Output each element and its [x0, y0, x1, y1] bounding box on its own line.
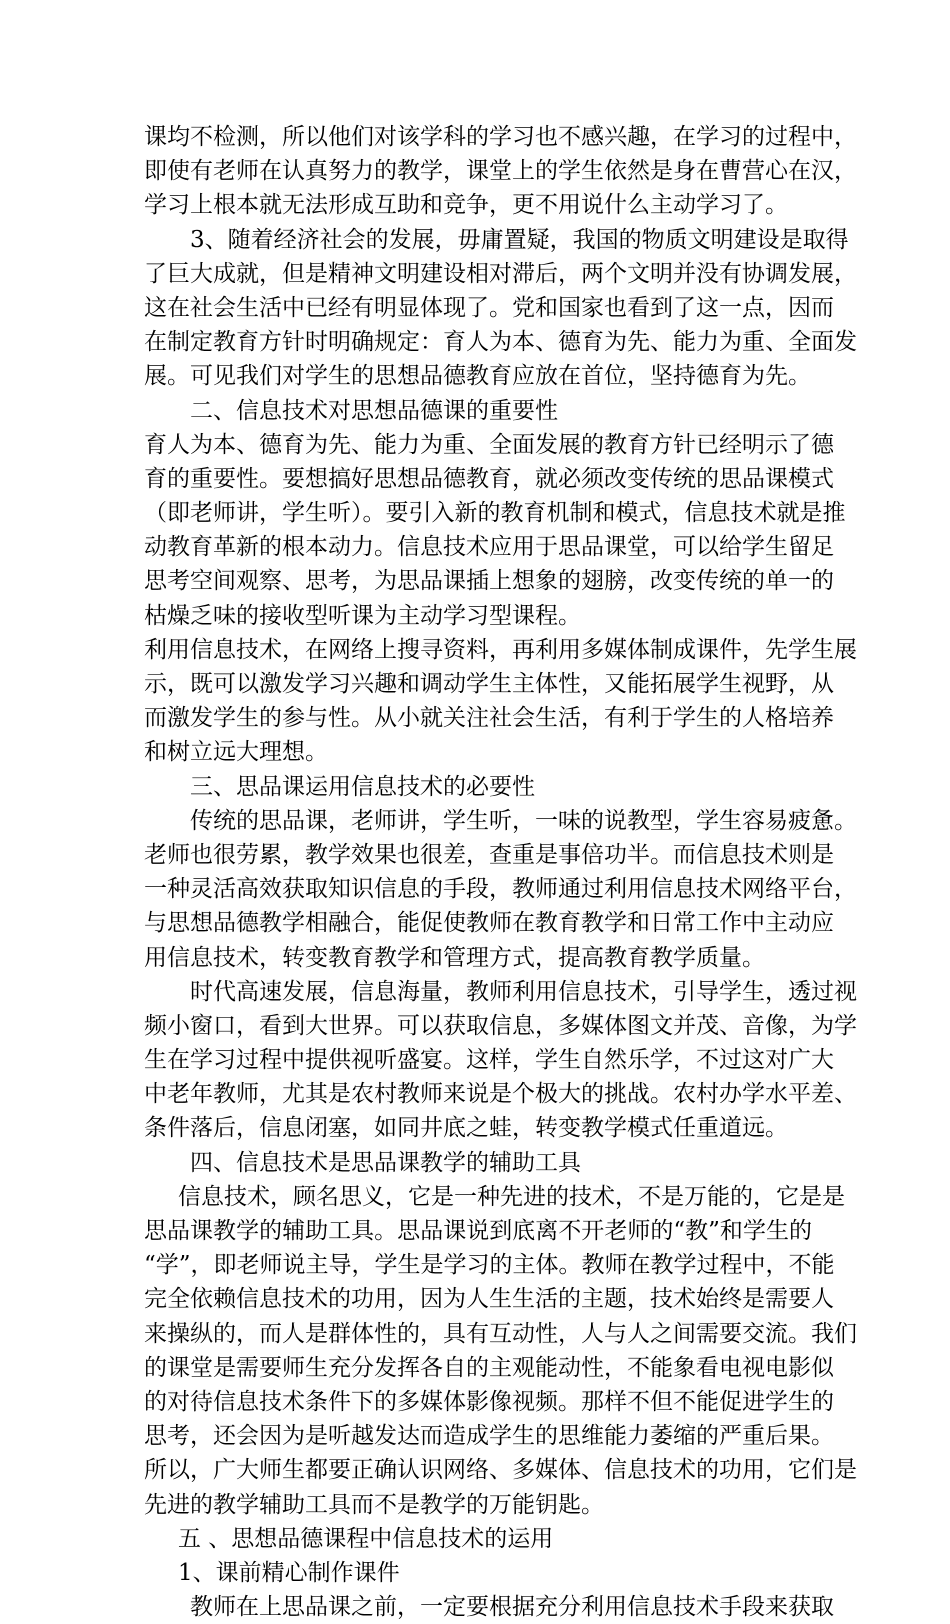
text-line: 育人为本、德育为先、能力为重、全面发展的教育方针已经明示了德 [144, 431, 834, 458]
text-line: 三、思品课运用信息技术的必要性 [190, 773, 535, 800]
text-line: 二、信息技术对思想品德课的重要性 [190, 397, 558, 424]
text-line: 传统的思品课，老师讲，学生听，一味的说教型，学生容易疲惫。 [190, 807, 857, 834]
text-line: 课均不检测，所以他们对该学科的学习也不感兴趣，在学习的过程中， [144, 124, 857, 150]
text-line: 了巨大成就，但是精神文明建设相对滞后，两个文明并没有协调发展， [144, 260, 857, 287]
text-line: 思品课教学的辅助工具。思品课说到底离不开老师的“教”和学生的 [144, 1218, 812, 1244]
text-line: 学习上根本就无法形成互助和竞争，更不用说什么主动学习了。 [144, 192, 788, 219]
text-line: 示，既可以激发学习兴趣和调动学生主体性，又能拓展学生视野，从 [144, 671, 834, 697]
text-line: 育的重要性。要想搞好思想品德教育，就必须改变传统的思品课模式 [144, 465, 834, 492]
body-text [144, 120, 857, 1624]
text-line: “学”，即老师说主导，学生是学习的主体。教师在教学过程中，不能 [144, 1252, 835, 1279]
text-line: 与思想品德教学相融合，能促使教师在教育教学和日常工作中主动应 [144, 910, 834, 937]
text-line: 利用信息技术，在网络上搜寻资料，再利用多媒体制成课件，先学生展 [144, 636, 857, 663]
text-line: 条件落后，信息闭塞，如同井底之蛙，转变教学模式任重道远。 [144, 1115, 788, 1142]
text-line: 思考，还会因为是听越发达而造成学生的思维能力萎缩的严重后果。 [144, 1423, 834, 1450]
text-line: 老师也很劳累，教学效果也很差，查重是事倍功半。而信息技术则是 [144, 841, 834, 868]
text-line: 用信息技术，转变教育教学和管理方式，提高教育教学质量。 [144, 944, 765, 971]
text-line: 思考空间观察、思考，为思品课插上想象的翅膀，改变传统的单一的 [144, 568, 834, 595]
text-line: 四、信息技术是思品课教学的辅助工具 [190, 1149, 581, 1176]
text-line: 动教育革新的根本动力。信息技术应用于思品课堂，可以给学生留足 [144, 534, 834, 561]
text-line: 1、课前精心制作课件 [178, 1559, 400, 1586]
text-line: 的课堂是需要师生充分发挥各自的主观能动性，不能象看电视电影似 [144, 1354, 834, 1381]
text-line: 3、随着经济社会的发展，毋庸置疑，我国的物质文明建设是取得 [190, 226, 849, 253]
text-line: 在制定教育方针时明确规定：育人为本、德育为先、能力为重、全面发 [144, 329, 857, 356]
text-line: 完全依赖信息技术的功用，因为人生生活的主题，技术始终是需要人 [144, 1286, 834, 1313]
text-line: 的对待信息技术条件下的多媒体影像视频。那样不但不能促进学生的 [144, 1388, 834, 1415]
text-line: 一种灵活高效获取知识信息的手段，教师通过利用信息技术网络平台， [144, 876, 857, 903]
text-line: 频小窗口，看到大世界。可以获取信息，多媒体图文并茂、音像，为学 [144, 1012, 857, 1039]
text-line: 时代高速发展，信息海量，教师利用信息技术，引导学生，透过视 [190, 978, 857, 1005]
text-line: 五 、思想品德课程中信息技术的运用 [178, 1525, 554, 1552]
text-line: 和树立远大理想。 [144, 739, 328, 766]
text-line: 所以，广大师生都要正确认识网络、多媒体、信息技术的功用，它们是 [144, 1457, 857, 1484]
text-line: 来操纵的，而人是群体性的，具有互动性，人与人之间需要交流。我们 [144, 1320, 857, 1347]
text-line: 中老年教师，尤其是农村教师来说是个极大的挑战。农村办学水平差、 [144, 1081, 857, 1108]
text-line: 而激发学生的参与性。从小就关注社会生活，有利于学生的人格培养 [144, 705, 834, 732]
text-line: 教师在上思品课之前，一定要根据充分利用信息技术手段来获取 [190, 1594, 834, 1621]
text-line: 信息技术，顾名思义，它是一种先进的技术，不是万能的，它是是 [178, 1183, 845, 1210]
text-line: 先进的教学辅助工具而不是教学的万能钥匙。 [144, 1491, 604, 1518]
text-line: 这在社会生活中已经有明显体现了。党和国家也看到了这一点，因而 [144, 294, 834, 321]
text-line: 枯燥乏味的接收型听课为主动学习型课程。 [144, 602, 581, 629]
text-line: 生在学习过程中提供视听盛宴。这样，学生自然乐学，不过这对广大 [144, 1047, 834, 1074]
text-line: （即老师讲，学生听）。要引入新的教育机制和模式，信息技术就是推 [144, 500, 846, 527]
text-line: 即使有老师在认真努力的教学，课堂上的学生依然是身在曹营心在汉， [144, 158, 857, 185]
text-line: 展。可见我们对学生的思想品德教育应放在首位，坚持德育为先。 [144, 363, 811, 390]
